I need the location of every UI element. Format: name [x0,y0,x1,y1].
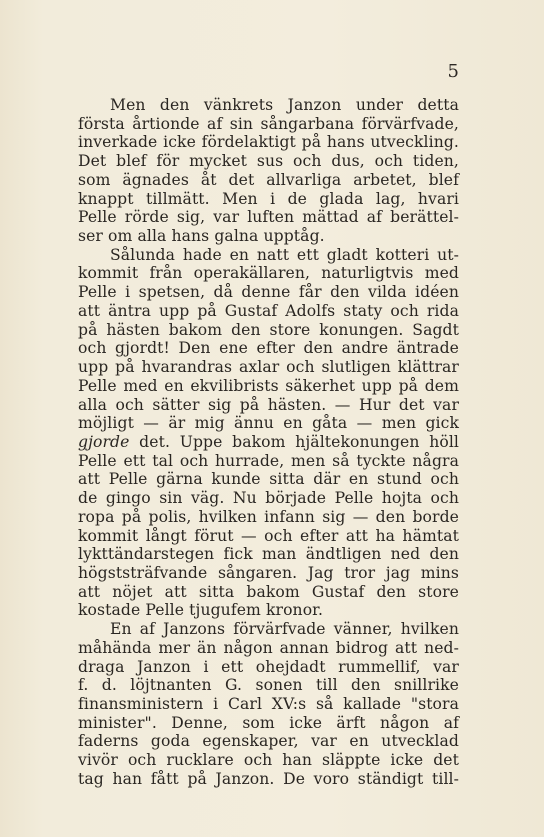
text-line: upp på hvarandras axlar och slutligen klättrar [78,358,459,377]
text-line: högststräfvande sångaren. Jag tror jag mins [78,563,459,582]
text-line: ser om alla hans galna upptåg. [78,227,325,246]
text-line: En af Janzons förvärfvade vänner, hvilken [110,620,459,639]
text-line: f. d. löjtnanten G. sonen till den snillrike [78,676,459,695]
text-line: faderns goda egenskaper, var en utvecklad [78,732,459,751]
text-line: som ägnades åt det allvarliga arbetet, blef [78,170,459,189]
page-number: 5 [447,61,459,82]
text-line: Pelle ett tal och hurrade, men så tyckte några [78,451,459,470]
text-line: möjligt — är mig ännu en gåta — men gick [78,414,459,433]
text-line: kommit från operakällaren, naturligtvis med [78,264,459,283]
text-line: alla och sätter sig på hästen. — Hur det var [78,395,459,414]
text-line: inverkade icke fördelaktigt på hans utveckling. [78,133,459,152]
text-line: minister". Denne, som icke ärft någon af [78,713,459,732]
text-line: finansministern i Carl XV:s så kallade "stora [78,695,459,713]
text-line: draga Janzon i ett ohejdadt rummellif, var [78,657,459,676]
text-line: vivör och rucklare och han släppte icke det [78,751,459,770]
paragraph-2 [78,246,459,620]
text-line: Sålunda hade en natt ett gladt kotteri ut- [110,245,459,264]
text-line: på hästen bakom den store konungen. Sagdt [78,320,459,339]
paragraph-3 [78,620,459,788]
text-line: Pelle rörde sig, var luften mättad af berättel- [78,208,459,227]
text-line: och gjordt! Den ene efter den andre äntrade [78,339,459,358]
text-line: tag han fått på Janzon. De voro ständigt till- [78,769,459,788]
text-line: ropa på polis, hvilken infann sig — den borde [78,507,459,526]
text-line: knappt tillmätt. Men i de glada lag, hvari [78,189,459,208]
text-line: de gingo sin väg. Nu började Pelle hojta och [78,489,459,508]
text-line: måhända mer än någon annan bidrog att ned- [78,638,459,657]
text-line: Men den vänkrets Janzon under detta [110,96,459,114]
text-line: Pelle med en ekvilibrists säkerhet upp på dem [78,376,459,395]
text-line: Pelle i spetsen, då denne får den vilda idéen [78,283,459,302]
text-line: lykttändarstegen fick man ändtligen ned den [78,545,459,564]
text-line: första årtionde af sin sångarbana förvärfvade, [78,114,459,133]
text-line: att nöjet att sitta bakom Gustaf den store [78,582,459,601]
italic-word: gjorde [78,432,130,451]
text-line: kommit långt förut — och efter att ha hämtat [78,526,459,545]
text-line: att äntra upp på Gustaf Adolfs staty och rida [78,301,459,320]
text-line: Det blef för mycket sus och dus, och tiden, [78,152,459,171]
text-line: kostade Pelle tjugufem kronor. [78,601,324,620]
paragraph-1 [78,96,459,246]
body-text [78,96,459,789]
text-line: att Pelle gärna kunde sitta där en stund och [78,470,459,489]
text-line: gjorde det. Uppe bakom hjältekonungen höll [78,432,459,451]
